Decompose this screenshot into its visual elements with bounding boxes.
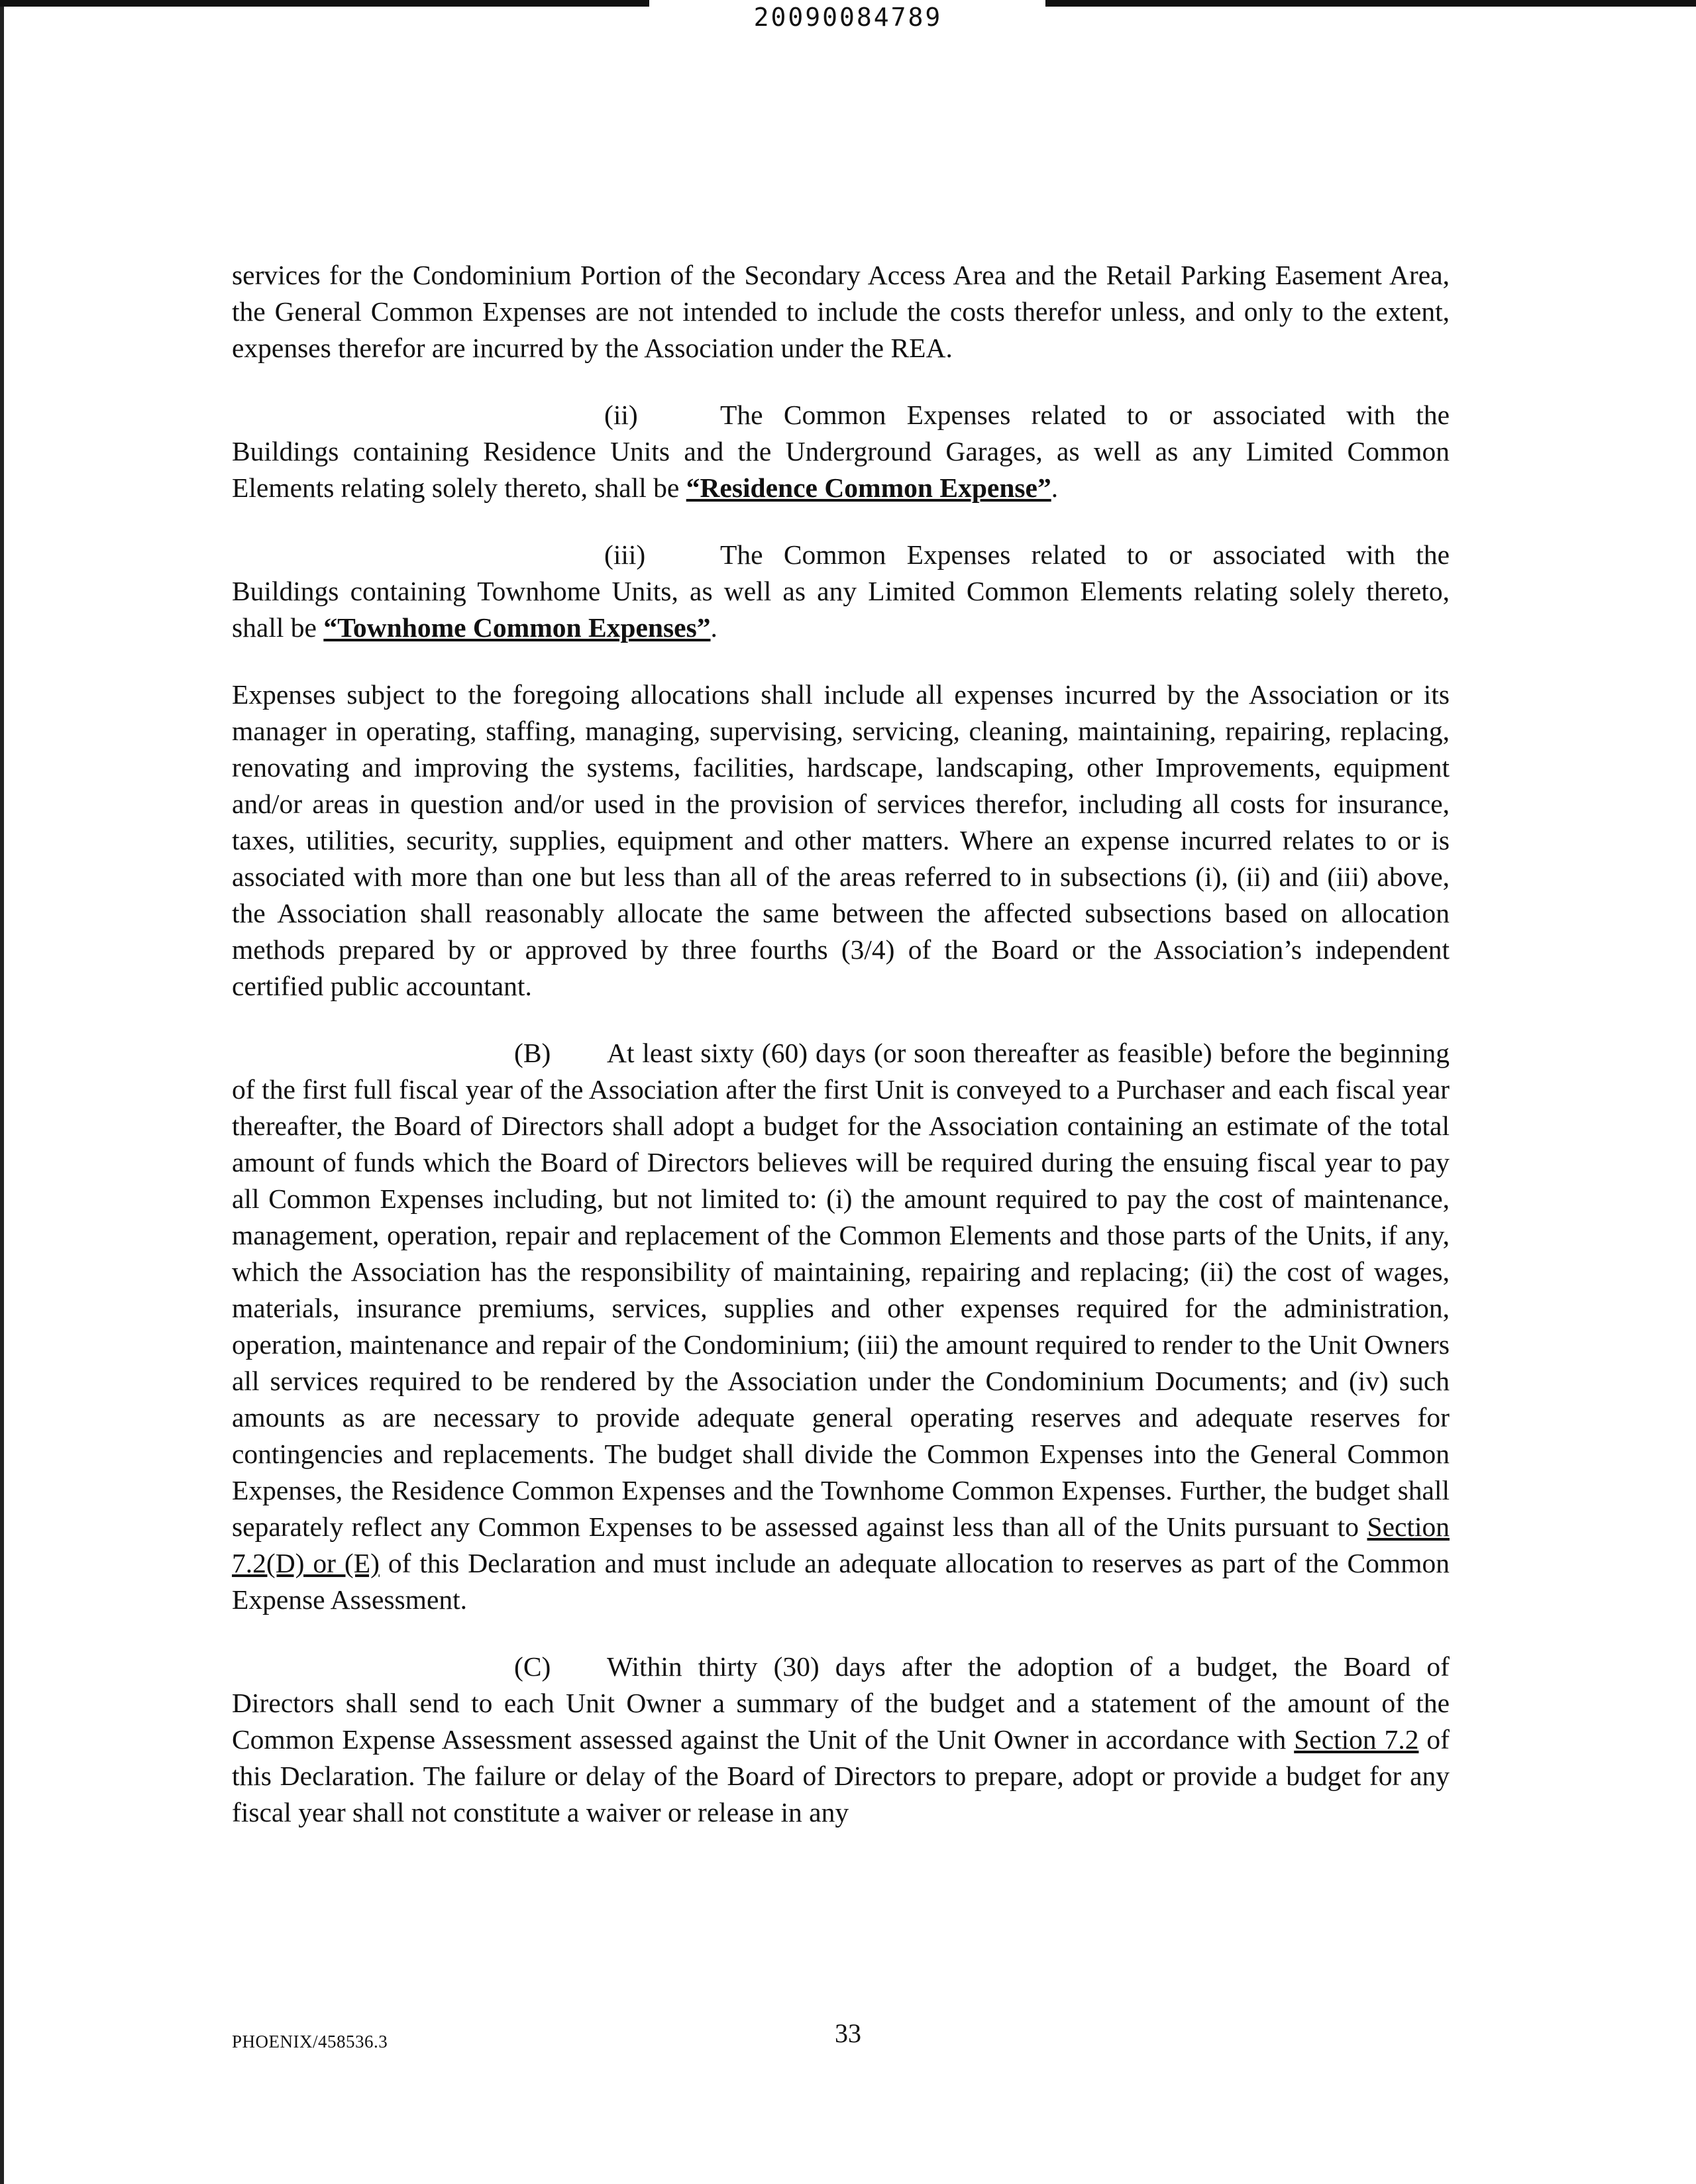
footer-document-id: PHOENIX/458536.3 xyxy=(232,2032,388,2051)
subsection-label: (B) xyxy=(514,1038,551,1068)
scan-border-left xyxy=(0,7,4,2184)
paragraph-end: of this Declaration and must include an adequate allocation to reserves as part of the Common Expense Assessment. xyxy=(232,1548,1450,1615)
paragraph-text: services for the Condominium Portion of the Secondary Access Area and the Retail Parking Easement Area, the General Common Expenses are not intended to include the costs therefor unless, and only to the extent, expenses therefor are incurred by the Association under the REA. xyxy=(232,260,1450,363)
subsection-label: (C) xyxy=(514,1651,551,1682)
paragraph-allocations xyxy=(232,677,1450,1005)
section-reference: Section 7.2(D) or (E) xyxy=(232,1511,1450,1578)
paragraph-subsection-iii xyxy=(232,537,1450,646)
document-body xyxy=(232,257,1450,1861)
subsection-label: (ii) xyxy=(604,400,638,430)
paragraph-section-b xyxy=(232,1035,1450,1618)
paragraph-continued xyxy=(232,257,1450,366)
page-number: 33 xyxy=(835,2018,861,2048)
paragraph-end: . xyxy=(710,612,717,643)
paragraph-text: Within thirty (30) days after the adoption of a budget, the Board of Directors shall send to each Unit Owner a summary of the budget and a statement of the amount of the Common Expense Assessment assessed against the Unit of the Unit Owner in accordance with xyxy=(232,1651,1450,1755)
paragraph-section-c xyxy=(232,1649,1450,1831)
subsection-label: (iii) xyxy=(604,539,646,570)
paragraph-end: . xyxy=(1051,472,1059,503)
paragraph-subsection-ii xyxy=(232,397,1450,506)
defined-term: “Townhome Common Expenses” xyxy=(323,612,711,643)
paragraph-text: At least sixty (60) days (or soon thereafter as feasible) before the beginning of the first full fiscal year of the Association after the first Unit is conveyed to a Purchaser and each fiscal year thereafter, the Board of Directors shall adopt a budget for the Association containing an estimate of the total amount of funds which the Board of Directors believes will be required during the ensuing fiscal year to pay all Common Expenses including, but not limited to: (i) the amount required to pay the cost of maintenance, management, operation, repair and replacement of the Common Elements and those parts of the Units, if any, which the Association has the responsibility of maintaining, repairing and replacing; (ii) the cost of wages, materials, insurance premiums, services, supplies and other expenses required for the administration, operation, maintenance and repair of the Condominium; (iii) the amount required to render to the Unit Owners all services required to be rendered by the Association under the Condominium Documents; and (iv) such amounts as are necessary to provide adequate general operating reserves and adequate reserves for contingencies and replacements. The budget shall divide the Common Expenses into the General Common Expenses, the Residence Common Expenses and the Townhome Common Expenses. Further, the budget shall separately reflect any Common Expenses to be assessed against less than all of the Units pursuant to xyxy=(232,1038,1450,1542)
paragraph-end: of this Declaration. The failure or delay of the Board of Directors to prepare, adopt or provide a budget for any fiscal year shall not constitute a waiver or release in any xyxy=(232,1724,1450,1828)
paragraph-text: The Common Expenses related to or associated with the Buildings containing Townhome Units, as well as any Limited Common Elements relating solely thereto, shall be xyxy=(232,539,1450,643)
section-reference: Section 7.2 xyxy=(1294,1724,1419,1755)
paragraph-text: The Common Expenses related to or associated with the Buildings containing Residence Units and the Underground Garages, as well as any Limited Common Elements relating solely thereto, shall be xyxy=(232,400,1450,503)
paragraph-text: Expenses subject to the foregoing allocations shall include all expenses incurred by the Association or its manager in operating, staffing, managing, supervising, servicing, cleaning, maintaining, repairing, replacing, renovating and improving the systems, facilities, hardscape, landscaping, other Improvements, equipment and/or areas in question and/or used in the provision of services therefor, including all costs for insurance, taxes, utilities, security, supplies, equipment and other matters. Where an expense incurred relates to or is associated with more than one but less than all of the areas referred to in subsections (i), (ii) and (iii) above, the Association shall reasonably allocate the same between the affected subsections based on allocation methods prepared by or approved by three fourths (3/4) of the Board or the Association’s independent certified public accountant. xyxy=(232,679,1450,1001)
recording-number: 20090084789 xyxy=(753,3,943,32)
defined-term: “Residence Common Expense” xyxy=(686,472,1051,503)
